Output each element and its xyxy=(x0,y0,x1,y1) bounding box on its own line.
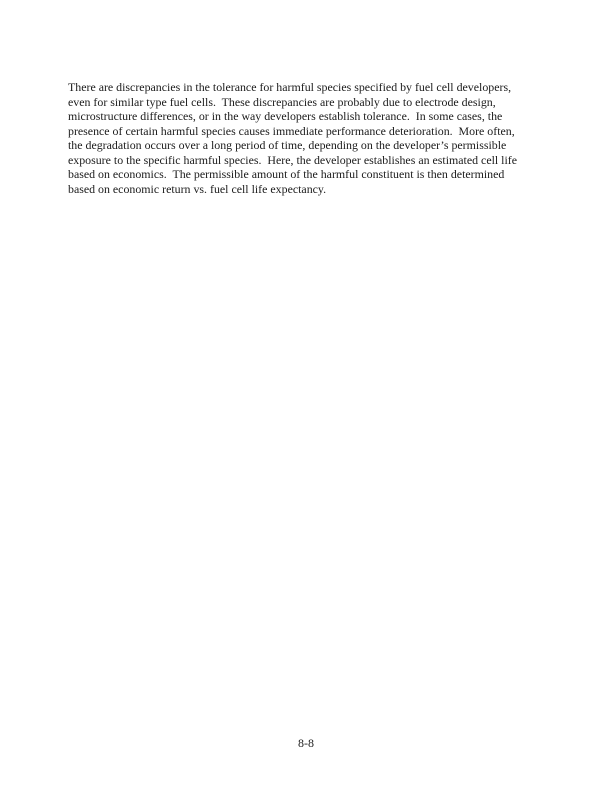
paragraph-line: microstructure differences, or in the way developers establish tolerance. In some cases, the xyxy=(68,109,503,123)
paragraph-line: the degradation occurs over a long period of time, depending on the developer’s permissible xyxy=(68,138,507,152)
body-paragraph xyxy=(68,80,554,196)
page-number: 8-8 xyxy=(298,736,314,750)
paragraph-line: exposure to the specific harmful species. Here, the developer establishes an estimated cell life xyxy=(68,152,518,167)
paragraph-line: based on economics. The permissible amount of the harmful constituent is then determined xyxy=(68,167,505,181)
paragraph-line: presence of certain harmful species causes immediate performance deterioration. More often, xyxy=(68,123,515,138)
paragraph-line: There are discrepancies in the tolerance for harmful species specified by fuel cell developers, xyxy=(68,80,512,94)
paragraph-line: even for similar type fuel cells. These discrepancies are probably due to electrode design, xyxy=(68,94,496,109)
paragraph-line: based on economic return vs. fuel cell life expectancy. xyxy=(68,181,327,196)
